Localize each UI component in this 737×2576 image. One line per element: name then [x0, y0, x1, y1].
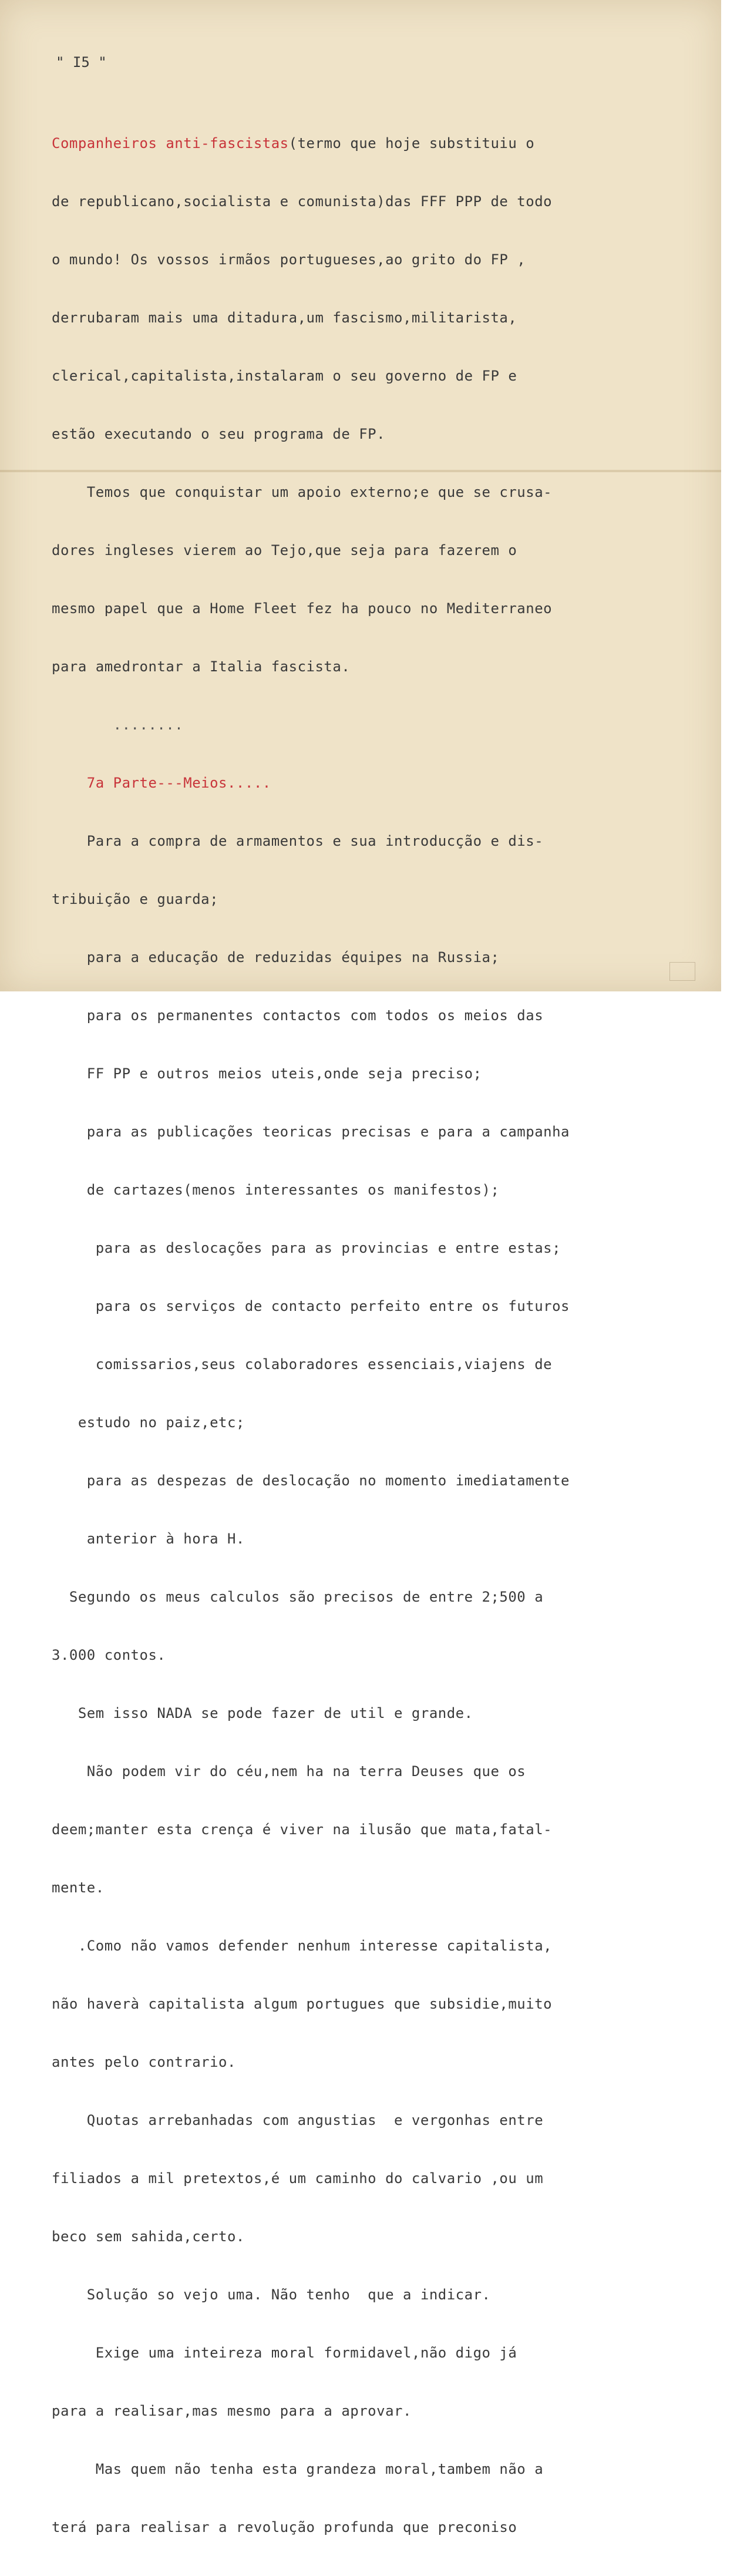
- text-line: para as despezas de deslocação no momento imediatamente: [52, 1472, 570, 1489]
- text-line: 3.000 contos.: [52, 1647, 166, 1663]
- document-body: [52, 95, 721, 2576]
- text-line: anterior à hora H.: [52, 1531, 245, 1547]
- text-line: para a educação de reduzidas équipes na Russia;: [52, 949, 500, 966]
- text-line: filiados a mil pretextos,é um caminho do calvario ,ou um: [52, 2170, 544, 2187]
- text-line: para as publicações teoricas precisas e para a campanha: [52, 1124, 570, 1140]
- text-line: Não podem vir do céu,nem ha na terra Deuses que os: [52, 1763, 526, 1780]
- text-line: [52, 134, 721, 153]
- text-line: não haverà capitalista algum portugues que subsidie,muito: [52, 1996, 553, 2012]
- text-line: para os permanentes contactos com todos os meios das: [52, 1007, 544, 1024]
- text-line: mesmo papel que a Home Fleet fez ha pouco no Mediterraneo: [52, 600, 553, 617]
- text-line: Segundo os meus calculos são precisos de entre 2;500 a: [52, 1589, 544, 1605]
- text-line: de republicano,socialista e comunista)das FFF PPP de todo: [52, 193, 553, 210]
- text-span: (termo que hoje substituiu o: [288, 135, 535, 152]
- text-line: clerical,capitalista,instalaram o seu governo de FP e: [52, 368, 517, 384]
- text-line: tribuição e guarda;: [52, 891, 219, 907]
- text-line: deem;manter esta crença é viver na ilusão que mata,fatal-: [52, 1821, 553, 1838]
- text-line: estão executando o seu programa de FP.: [52, 426, 386, 442]
- text-line: antes pelo contrario.: [52, 2054, 236, 2070]
- text-line: dores ingleses vierem ao Tejo,que seja para fazerem o: [52, 542, 517, 559]
- text-line: beco sem sahida,certo.: [52, 2228, 245, 2245]
- text-line: Sem isso NADA se pode fazer de util e grande.: [52, 1705, 473, 1721]
- text-line: para amedrontar a Italia fascista.: [52, 658, 351, 675]
- section-heading-line: [52, 774, 721, 793]
- text-line: Solução so vejo uma. Não tenho que a indicar.: [52, 2286, 491, 2303]
- text-line: mente.: [52, 1879, 105, 1896]
- text-line: Exige uma inteireza moral formidavel,não digo já: [52, 2345, 517, 2361]
- text-line: Quotas arrebanhadas com angustias e vergonhas entre: [52, 2112, 544, 2128]
- text-line: Para a compra de armamentos e sua introducção e dis-: [52, 833, 544, 849]
- ellipsis-line: ........: [52, 717, 184, 733]
- text-line: o mundo! Os vossos irmãos portugueses,ao grito do FP ,: [52, 251, 526, 268]
- text-line: .Como não vamos defender nenhum interesse capitalista,: [52, 1938, 553, 1954]
- text-line: para a realisar,mas mesmo para a aprovar.: [52, 2403, 412, 2419]
- text-line: de cartazes(menos interessantes os manifestos);: [52, 1182, 500, 1198]
- red-heading: Companheiros anti-fascistas: [52, 135, 289, 152]
- section-heading: 7a Parte---Meios.....: [86, 775, 271, 791]
- text-line: comissarios,seus colaboradores essenciais,viajens de: [52, 1356, 553, 1373]
- text-line: Mas quem não tenha esta grandeza moral,tambem não a: [52, 2461, 544, 2477]
- text-line: Temos que conquistar um apoio externo;e que se crusa-: [52, 484, 553, 500]
- text-line: derrubaram mais uma ditadura,um fascismo,militarista,: [52, 310, 517, 326]
- text-line: FF PP e outros meios uteis,onde seja preciso;: [52, 1065, 482, 1082]
- text-line: estudo no paiz,etc;: [52, 1414, 245, 1431]
- page-number: " I5 ": [56, 54, 107, 70]
- text-line: para os serviços de contacto perfeito entre os futuros: [52, 1298, 570, 1314]
- text-line: para as deslocações para as provincias e entre estas;: [52, 1240, 561, 1256]
- archive-stamp: [669, 962, 695, 981]
- text-line: terá para realisar a revolução profunda que preconiso: [52, 2519, 517, 2535]
